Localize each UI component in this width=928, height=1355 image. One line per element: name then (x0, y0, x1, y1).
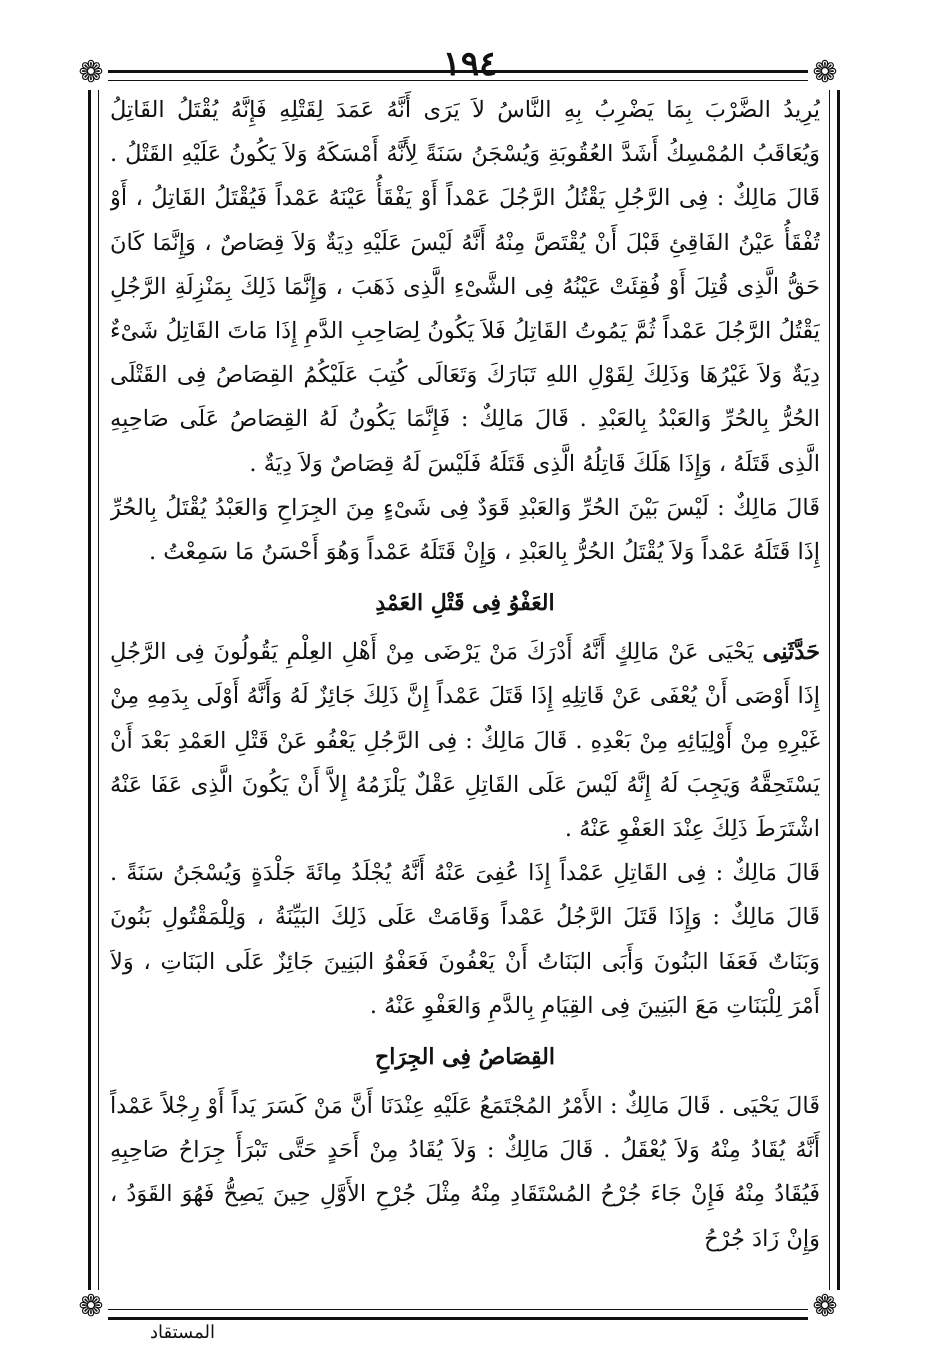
catchword: المستقاد (150, 1322, 215, 1343)
main-text (110, 88, 820, 1308)
floral-corner-icon: ❁ (74, 1290, 108, 1324)
lead-word: حَدَّثَنِى (762, 639, 820, 666)
paragraph: يُرِيدُ الضَّرْبَ بِمَا يَضْرِبُ بِهِ النَّاسُ لاَ يَرَى أَنَّهُ عَمَدَ لِقَتْلِهِ فَإِنَّهُ يُقْتَلُ القَاتِلُ وَيُعَاقَبُ المُمْسِكُ أَشَدَّ العُقُوبَةِ وَيُسْجَنُ سَنَةً لِأَنَّهُ أَمْسَكَهُ وَلاَ يَكُونُ عَلَيْهِ القَتْلُ . قَالَ مَالِكٌ : فِى الرَّجُلِ يَقْتُلُ الرَّجُلَ عَمْداً أَوْ يَفْقَأُ عَيْنَهُ عَمْداً فَيُقْتَلُ القَاتِلُ ، أَوْ تُفْقَأُ عَيْنُ الفَاقِئِ قَبْلَ أَنْ يُقْتَصَّ مِنْهُ أَنَّهُ لَيْسَ عَلَيْهِ دِيَةٌ وَلاَ قِصَاصٌ ، وَإِنَّمَا كَانَ حَقُّ الَّذِى قُتِلَ أَوْ فُقِئَتْ عَيْنُهُ فِى الشَّىْءِ الَّذِى ذَهَبَ ، وَإِنَّمَا ذَلِكَ بِمَنْزِلَةِ الرَّجُلِ يَقْتُلُ الرَّجُلَ عَمْداً ثُمَّ يَمُوتُ القَاتِلُ فَلاَ يَكُونُ لِصَاحِبِ الدَّمِ إِذَا مَاتَ القَاتِلُ شَىْءٌ دِيَةٌ وَلاَ غَيْرُهَا وَذَلِكَ لِقَوْلِ اللهِ تَبَارَكَ وَتَعَالَى كُتِبَ عَلَيْكُمُ القِصَاصُ فِى القَتْلَى الحُرُّ بِالحُرِّ وَالعَبْدُ بِالعَبْدِ . قَالَ مَالِكٌ : فَإِنَّمَا يَكُونُ لَهُ القِصَاصُ عَلَى صَاحِبِهِ الَّذِى قَتَلَهُ ، وَإِذَا هَلَكَ قَاتِلُهُ الَّذِى قَتَلَهُ فَلَيْسَ لَهُ قِصَاصٌ وَلاَ دِيَةٌ . (110, 97, 820, 477)
section-heading: القِصَاصُ فِى الجِرَاحِ (375, 1044, 555, 1071)
paragraph (110, 630, 820, 851)
page-number: ١٩٤ (442, 44, 498, 84)
paragraph: قَالَ مَالِكٌ : لَيْسَ بَيْنَ الحُرِّ وَالعَبْدِ قَوَدٌ فِى شَىْءٍ مِنَ الجِرَاحِ وَالعَبْدُ يُقْتَلُ بِالحُرِّ إِذَا قَتَلَهُ عَمْداً وَلاَ يُقْتَلُ الحُرُّ بِالعَبْدِ ، وَإِنْ قَتَلَهُ عَمْداً وَهُوَ أَحْسَنُ مَا سَمِعْتُ . (110, 494, 820, 566)
floral-corner-icon: ❁ (74, 56, 108, 90)
floral-corner-icon: ❁ (808, 1290, 842, 1324)
paragraph: قَالَ مَالِكٌ : فِى القَاتِلِ عَمْداً إِذَا عُفِىَ عَنْهُ أَنَّهُ يُجْلَدُ مِائَةَ جَلْدَةٍ وَيُسْجَنُ سَنَةً . قَالَ مَالِكٌ : وَإِذَا قَتَلَ الرَّجُلُ عَمْداً وَقَامَتْ عَلَى ذَلِكَ البَيِّنَةُ ، وَلِلْمَقْتُولِ بَنُونَ وَبَنَاتٌ فَعَفَا البَنُونَ وَأَبَى البَنَاتُ أَنْ يَعْفُونَ فَعَفْوُ البَنِينَ جَائِزٌ عَلَى البَنَاتِ ، وَلاَ أَمْرَ لِلْبَنَاتِ مَعَ البَنِينَ فِى القِيَامِ بِالدَّمِ وَالعَفْوِ عَنْهُ . (110, 860, 820, 1019)
paragraph: قَالَ يَحْيَى . قَالَ مَالِكٌ : الأَمْرُ المُجْتَمَعُ عَلَيْهِ عِنْدَنَا أَنَّ مَنْ كَسَرَ يَداً أَوْ رِجْلاً عَمْداً أَنَّهُ يُقَادُ مِنْهُ وَلاَ يُعْقَلُ . قَالَ مَالِكٌ : وَلاَ يُقَادُ مِنْ أَحَدٍ حَتَّى تَبْرَأَ جِرَاحُ صَاحِبِهِ فَيُقَادُ مِنْهُ فَإِنْ جَاءَ جُرْحُ المُسْتَقَادِ مِنْهُ مِثْلَ جُرْحِ الأَوَّلِ حِينَ يَصِحُّ فَهُوَ القَوَدُ ، وَإِنْ زَادَ جُرْحُ (110, 1093, 820, 1252)
floral-corner-icon: ❁ (808, 56, 842, 90)
section-heading: العَفْوُ فِى قَتْلِ العَمْدِ (375, 590, 555, 617)
paragraph-text: يَحْيَى عَنْ مَالِكٍ أَنَّهُ أَدْرَكَ مَنْ يَرْضَى مِنْ أَهْلِ العِلْمِ يَقُولُونَ فِى الرَّجُلِ إِذَا أَوْصَى أَنْ يُعْفَى عَنْ قَاتِلِهِ إِذَا قَتَلَ عَمْداً إِنَّ ذَلِكَ جَائِزٌ لَهُ وَأَنَّهُ أَوْلَى بِدَمِهِ مِنْ غَيْرِهِ مِنْ أَوْلِيَائِهِ مِنْ بَعْدِهِ . قَالَ مَالِكٌ : فِى الرَّجُلِ يَعْفُو عَنْ قَتْلِ العَمْدِ بَعْدَ أَنْ يَسْتَحِقَّهُ وَيَجِبَ لَهُ إِنَّهُ لَيْسَ عَلَى القَاتِلِ عَقْلٌ يَلْزَمُهُ إِلاَّ أَنْ يَكُونَ الَّذِى عَفَا عَنْهُ اشْتَرَطَ ذَلِكَ عِنْدَ العَفْوِ عَنْهُ . (110, 639, 820, 843)
